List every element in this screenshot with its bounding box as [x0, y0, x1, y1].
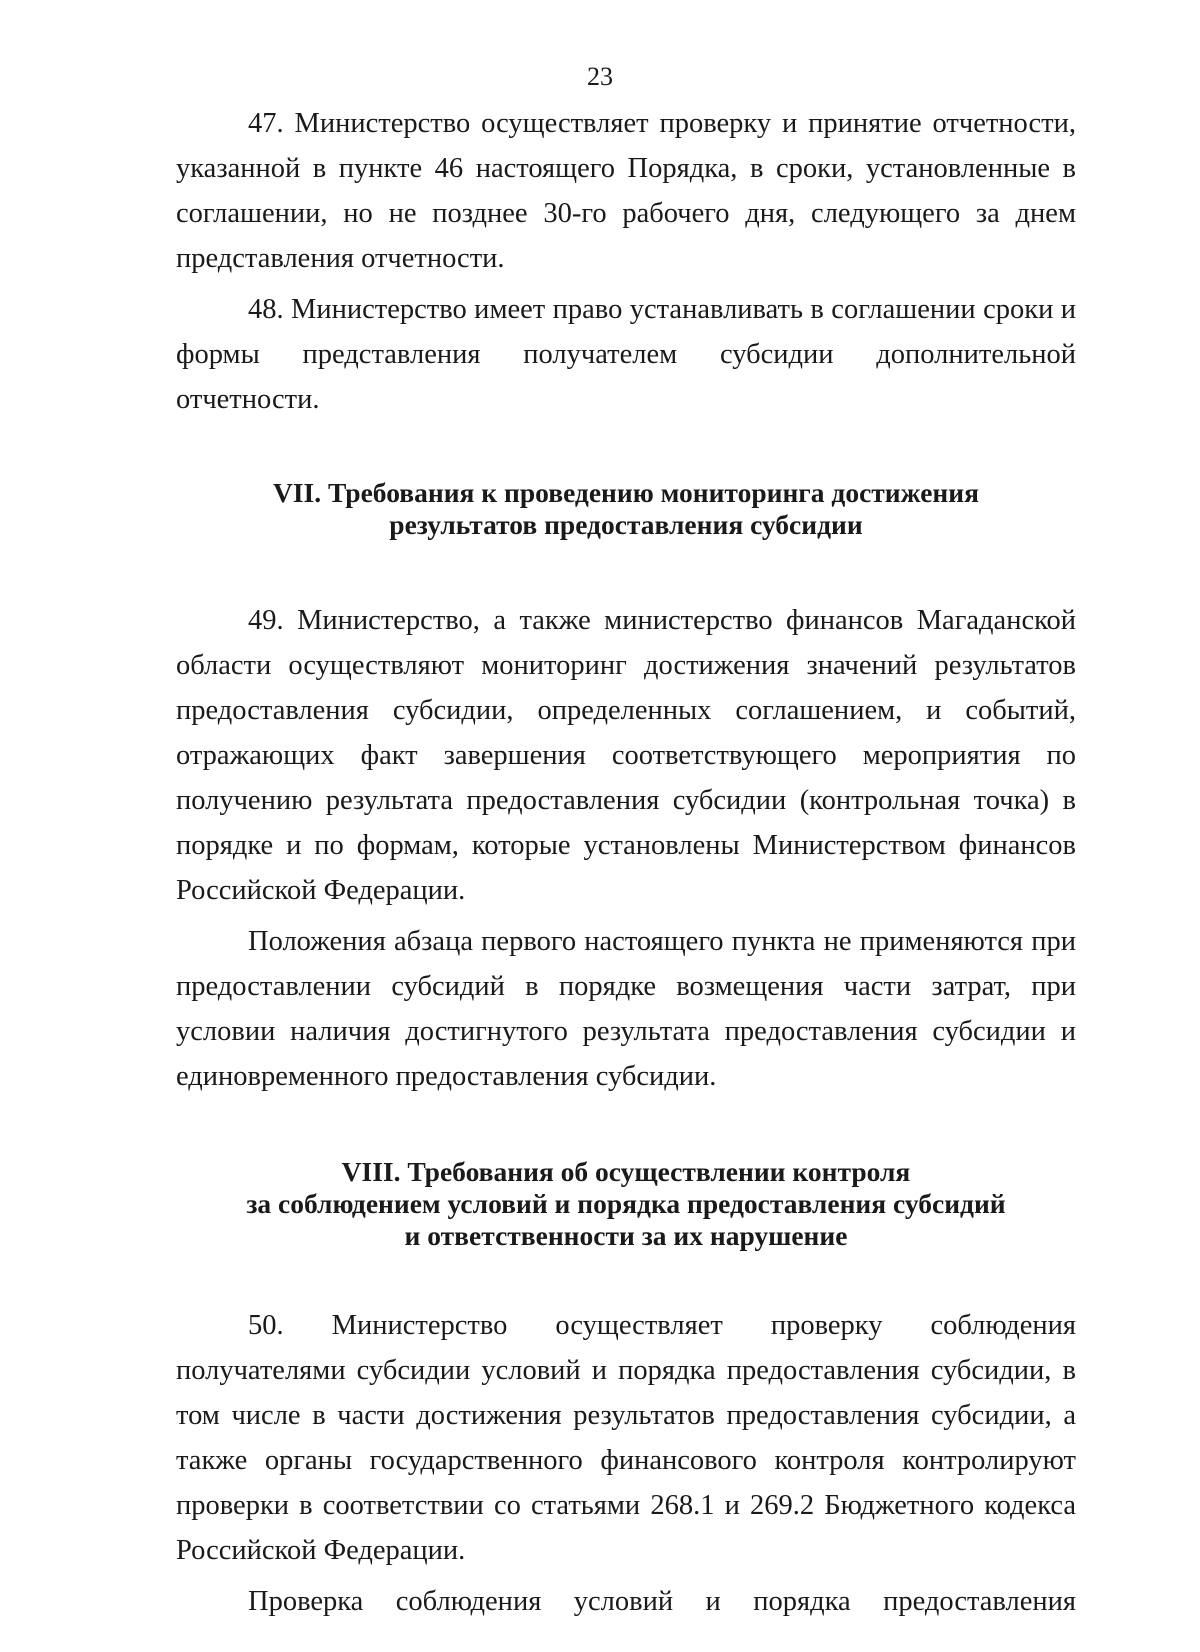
paragraph-50-second: Проверка соблюдения условий и порядка предоставления: [248, 1586, 1076, 1617]
paragraph-49-second: Положения абзаца первого настоящего пункта не применяются при предоставлении субсидий в порядке возмещения части затрат, при условии наличия достигнутого результата предоставления субсидии и единовременного предоставления субсидии.: [176, 926, 1076, 1092]
section-heading-vii-line-2: результатов предоставления субсидии: [389, 509, 863, 540]
section-heading-vii-line-1: VII. Требования к проведению мониторинга достижения: [273, 477, 979, 508]
paragraph-49: 49. Министерство, а также министерство финансов Магаданской области осуществляют мониторинг достижения значений результатов предоставления субсидии, определенных соглашением, и событий, отражающих факт завершения соответствующего мероприятия по получению результата предоставления субсидии (контрольная точка) в порядке и по формам, которые установлены Министерством финансов Российской Федерации.: [176, 605, 1076, 906]
section-heading-vii: [176, 477, 1076, 541]
paragraph-50: 50. Министерство осуществляет проверку соблюдения получателями субсидии условий и порядка предоставления субсидии, в том числе в части достижения результатов предоставления субсидии, а также органы государственного финансового контроля контролируют проверки в соответствии со статьями 268.1 и 269.2 Бюджетного кодекса Российской Федерации.: [176, 1310, 1076, 1566]
section-heading-viii: [176, 1156, 1076, 1252]
document-body: [176, 101, 1076, 1624]
paragraph-47: 47. Министерство осуществляет проверку и принятие отчетности, указанной в пункте 46 настоящего Порядка, в сроки, установленные в соглашении, но не позднее 30-го рабочего дня, следующего за днем представления отчетности.: [176, 108, 1076, 274]
section-heading-viii-line-3: и ответственности за их нарушение: [404, 1220, 848, 1251]
section-heading-viii-line-1: VIII. Требования об осуществлении контроля: [341, 1156, 911, 1187]
page-number: 23: [587, 62, 613, 91]
paragraph-48: 48. Министерство имеет право устанавливать в соглашении сроки и формы представления получателем субсидии дополнительной отчетности.: [176, 294, 1076, 415]
section-heading-viii-line-2: за соблюдением условий и порядка предоставления субсидий: [246, 1188, 1006, 1219]
